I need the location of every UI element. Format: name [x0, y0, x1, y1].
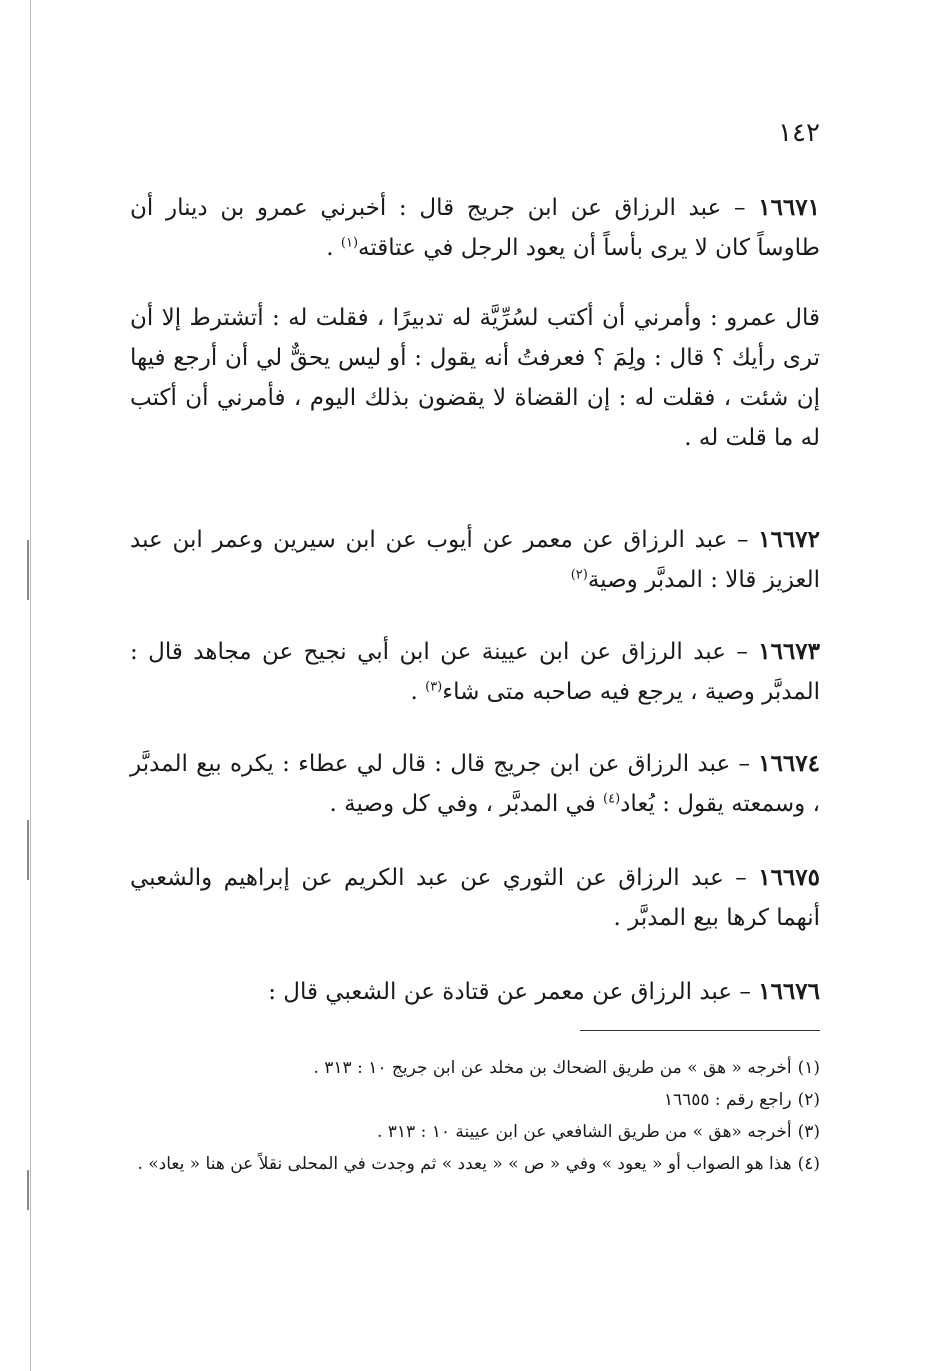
footnote-text: راجع رقم : ١٦٦٥٥ — [663, 1090, 792, 1110]
hadith-text-tail: . — [326, 235, 341, 261]
entry-paragraph — [130, 298, 820, 458]
hadith-text: – عبد الرزاق عن ابن عيينة عن ابن أبي نجيح عن مجاهد قال : المدبَّر وصية ، يرجع فيه صاحبه متى شاء — [130, 639, 820, 705]
hadith-entry — [130, 972, 820, 1012]
entry-paragraph — [130, 744, 820, 824]
footnote-number: (٢) — [797, 1090, 820, 1110]
hadith-entry — [130, 744, 820, 824]
footnotes-section — [130, 1052, 820, 1180]
footnote-number: (١) — [797, 1058, 820, 1078]
margin-tick — [27, 820, 29, 880]
footnote — [130, 1052, 820, 1084]
hadith-number: ١٦٦٧٣ — [758, 638, 820, 665]
footnote-reference[interactable]: (٤) — [603, 791, 621, 807]
footnote-separator — [580, 1030, 820, 1031]
narration-paragraph — [130, 298, 820, 458]
hadith-entry — [130, 632, 820, 712]
entry-paragraph — [130, 632, 820, 712]
entry-paragraph — [130, 520, 820, 600]
margin-tick — [27, 540, 29, 600]
margin-tick — [27, 1170, 29, 1210]
footnote-text: أخرجه « هق » من طريق الضحاك بن مخلد عن ابن جريج ١٠ : ٣١٣ . — [313, 1058, 792, 1078]
footnote — [130, 1148, 820, 1180]
hadith-number: ١٦٦٧١ — [758, 194, 820, 221]
hadith-entry — [130, 188, 820, 268]
entry-paragraph — [130, 858, 820, 938]
hadith-entry — [130, 858, 820, 938]
footnote — [130, 1116, 820, 1148]
footnote-text: أخرجه «هق » من طريق الشافعي عن ابن عيينة ١٠ : ٣١٣ . — [376, 1122, 792, 1142]
footnote — [130, 1084, 820, 1116]
hadith-number: ١٦٦٧٦ — [758, 978, 820, 1005]
footnote-number: (٣) — [797, 1122, 820, 1142]
hadith-text: – عبد الرزاق عن الثوري عن عبد الكريم عن إبراهيم والشعبي أنهما كرها بيع المدبَّر . — [130, 865, 820, 931]
entry-paragraph — [130, 972, 820, 1012]
hadith-number: ١٦٦٧٢ — [758, 526, 820, 553]
footnote-reference[interactable]: (١) — [340, 235, 359, 251]
footnote-number: (٤) — [797, 1154, 820, 1174]
hadith-text: – عبد الرزاق عن ابن جريج قال : قال لي عطاء : يكره بيع المدبَّر ، وسمعته يقول : يُعاد — [130, 751, 820, 817]
footnote-text: هذا هو الصواب أو « يعود » وفي « ص » « يعدد » ثم وجدت في المحلى نقلاً عن هنا « يعاد» . — [137, 1154, 792, 1174]
hadith-number: ١٦٦٧٤ — [758, 750, 820, 777]
hadith-text: – عبد الرزاق عن معمر عن أيوب عن ابن سيرين وعمر ابن عبد العزيز قالا : المدبَّر وصية — [130, 527, 820, 593]
footnote-reference[interactable]: (٣) — [425, 679, 443, 695]
page-number: ١٤٢ — [778, 118, 820, 148]
document-page — [120, 0, 820, 1371]
hadith-text: – عبد الرزاق عن ابن جريج قال : أخبرني عمرو بن دينار أن طاوساً كان لا يرى بأساً أن يعود الرجل في عتاقته — [130, 195, 820, 261]
hadith-text-tail: . — [410, 679, 426, 705]
entry-paragraph — [130, 188, 820, 268]
hadith-number: ١٦٦٧٥ — [758, 864, 820, 891]
page-margin-line — [30, 0, 31, 1371]
hadith-text-tail: في المدبَّر ، وفي كل وصية . — [329, 791, 604, 817]
hadith-text: – عبد الرزاق عن معمر عن قتادة عن الشعبي قال : — [268, 979, 759, 1005]
footnote-reference[interactable]: (٢) — [570, 567, 588, 583]
narration-text: قال عمرو : وأمرني أن أكتب لسُرِّيَّة له تدبيرًا ، فقلت له : أتشترط إلا أن ترى رأيك ؟ قال : ولِمَ ؟ فعرفتُ أنه يقول : أو ليس يحقٌّ لي أن أرجع فيها إن شئت ، فقلت له : إن القضاة لا يقضون بذلك اليوم ، فأمرني أن أكتب له ما قلت له . — [130, 305, 820, 451]
hadith-entry — [130, 520, 820, 600]
